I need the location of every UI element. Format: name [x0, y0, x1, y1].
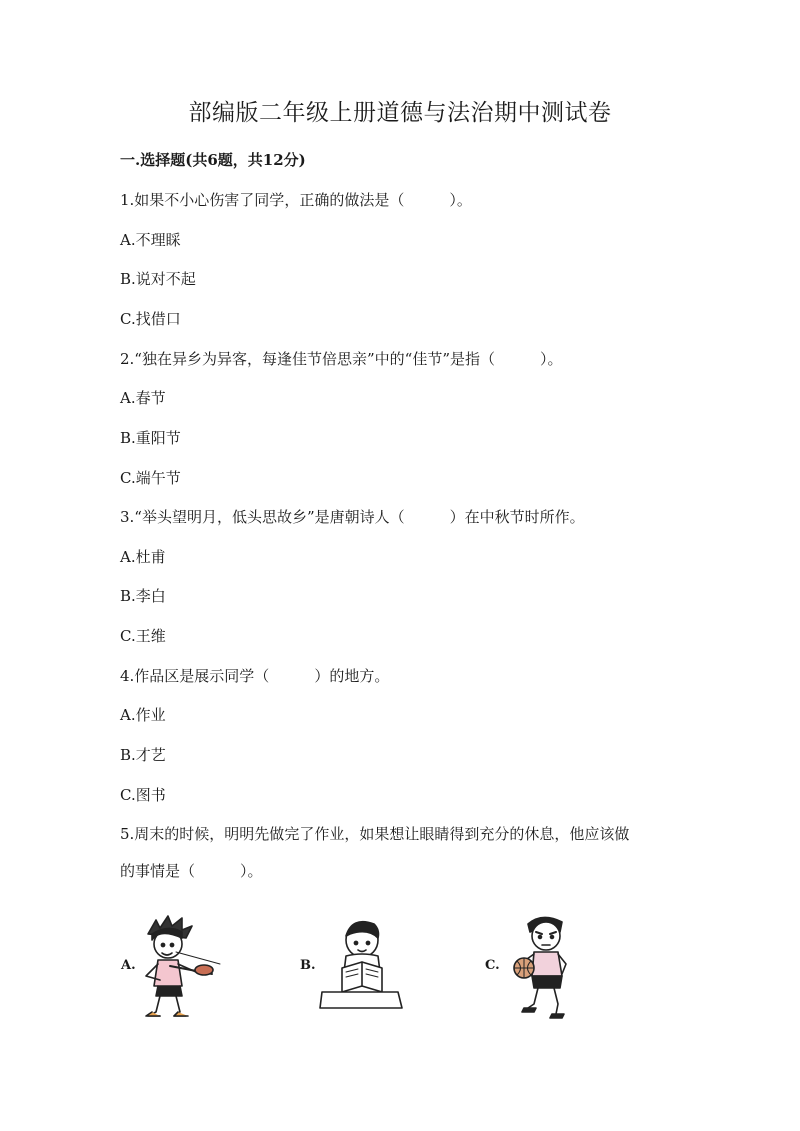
question-3-option-c: C.王维 [120, 627, 166, 645]
question-4-stem: 4.作品区是展示同学（ ）的地方。 [120, 667, 390, 685]
picture-option-a-label: A. [121, 958, 136, 973]
question-4-option-c: C.图书 [120, 786, 166, 804]
question-1-option-b: B.说对不起 [120, 270, 196, 288]
picture-option-c-label: C. [485, 958, 500, 973]
question-3-stem: 3.“举头望明月，低头思故乡”是唐朝诗人（ ）在中秋节时所作。 [120, 508, 585, 526]
question-2-option-c: C.端午节 [120, 469, 181, 487]
child-playing-basketball-icon [506, 912, 580, 1020]
question-5-stem-line1: 5.周末的时候，明明先做完了作业，如果想让眼睛得到充分的休息，他应该做 [120, 825, 630, 843]
question-2-option-a: A.春节 [120, 389, 166, 407]
question-1-stem: 1.如果不小心伤害了同学，正确的做法是（ ）。 [120, 191, 472, 209]
question-4-option-b: B.才艺 [120, 746, 166, 764]
question-3-option-b: B.李白 [120, 587, 166, 605]
question-1-option-c: C.找借口 [120, 310, 181, 328]
section-heading: 一.选择题(共6题，共12分) [120, 151, 306, 169]
child-playing-violin-icon [138, 912, 222, 1020]
question-2-stem: 2.“独在异乡为异客，每逢佳节倍思亲”中的“佳节”是指（ ）。 [120, 350, 563, 368]
question-1-option-a: A.不理睬 [120, 231, 181, 249]
question-4-option-a: A.作业 [120, 706, 166, 724]
question-3-option-a: A.杜甫 [120, 548, 166, 566]
page-title: 部编版二年级上册道德与法治期中测试卷 [188, 100, 612, 126]
picture-option-b-label: B. [300, 958, 316, 973]
question-5-stem-line2: 的事情是（ ）。 [120, 862, 263, 880]
question-2-option-b: B.重阳节 [120, 429, 181, 447]
child-reading-book-icon [318, 912, 404, 1012]
